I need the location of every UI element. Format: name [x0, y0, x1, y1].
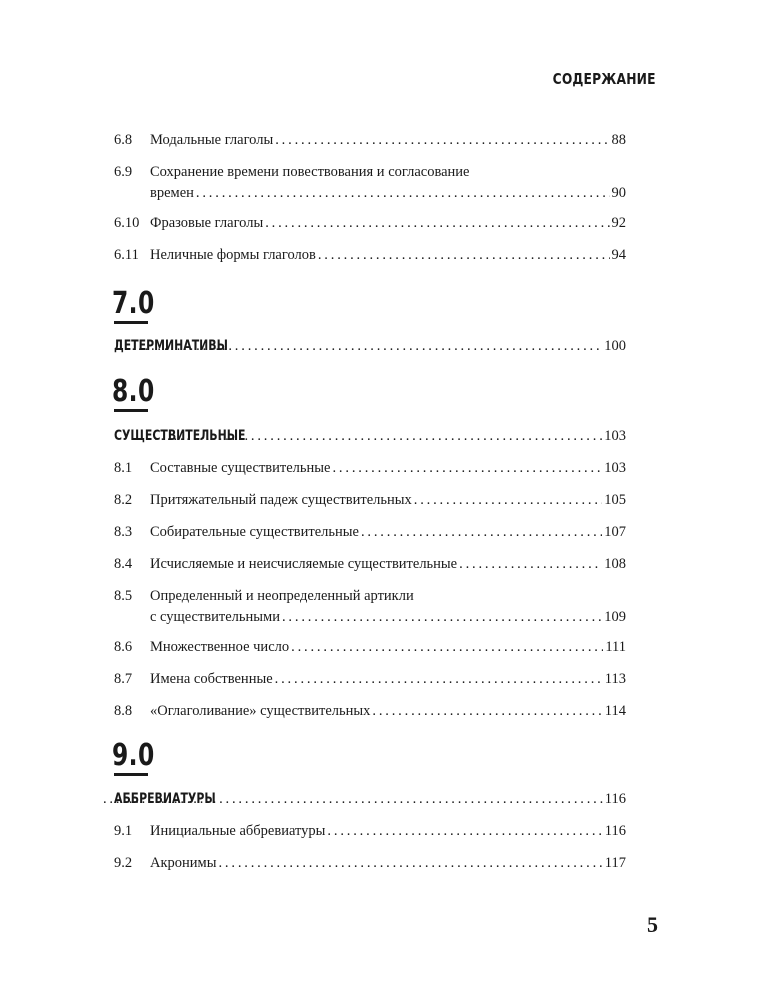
entry-number: 8.8: [114, 703, 133, 719]
entry-title: Акронимы: [150, 855, 217, 871]
leader-dots: [275, 670, 603, 689]
leader-dots: [372, 702, 602, 721]
leader-dots: [275, 131, 609, 150]
section-page: 103: [604, 428, 626, 444]
toc-entry-8-5[interactable]: [114, 587, 626, 627]
leader-dots: [459, 555, 602, 574]
toc-entry-8-1[interactable]: [114, 459, 626, 478]
entry-page: 108: [604, 556, 626, 572]
entry-title: Модальные глаголы: [150, 132, 274, 148]
toc-entry-9-1[interactable]: [114, 822, 626, 841]
entry-number: 8.5: [114, 588, 133, 604]
entry-page: 117: [604, 855, 626, 871]
section-page: 100: [604, 338, 626, 354]
section-page: 116: [604, 791, 626, 807]
entry-number: 8.3: [114, 524, 133, 540]
leader-dots: [318, 246, 610, 265]
toc-entry-6-8[interactable]: [114, 131, 626, 150]
entry-number: 6.10: [114, 215, 140, 231]
leader-dots: [327, 822, 602, 841]
leader-dots: [218, 854, 602, 873]
entry-page: 94: [611, 247, 626, 263]
section-nouns[interactable]: [114, 427, 626, 446]
toc-entry-8-2[interactable]: [114, 491, 626, 510]
running-header: СОДЕРЖАНИЕ: [552, 70, 656, 88]
leader-dots: [414, 491, 603, 510]
entry-page: 105: [604, 492, 626, 508]
entry-number: 8.6: [114, 639, 133, 655]
leader-dots: [361, 523, 602, 542]
entry-page: 114: [604, 703, 626, 719]
toc-entry-8-7[interactable]: [114, 670, 626, 689]
page-number: 5: [647, 912, 658, 937]
entry-title: Сохранение времени повествования и согласование: [150, 164, 470, 180]
toc-entry-8-6[interactable]: [114, 638, 626, 657]
toc-entry-8-3[interactable]: [114, 523, 626, 542]
entry-number: 9.2: [114, 855, 133, 871]
entry-title: Неличные формы глаголов: [150, 247, 316, 263]
entry-number: 6.9: [114, 164, 133, 180]
chapter-number-9: 9.0: [112, 738, 155, 773]
toc-entry-6-11[interactable]: [114, 246, 626, 265]
chapter-number-7: 7.0: [112, 286, 155, 321]
chapter-number-8: 8.0: [112, 374, 155, 409]
section-abbreviations[interactable]: [114, 790, 626, 809]
entry-page: 90: [611, 185, 626, 201]
leader-dots: [282, 608, 602, 627]
entry-number: 9.1: [114, 823, 133, 839]
leader-dots: [196, 184, 610, 203]
entry-page: 116: [604, 823, 626, 839]
entry-page: 111: [605, 639, 626, 655]
entry-page: 107: [604, 524, 626, 540]
entry-title-cont: времен: [150, 185, 194, 201]
toc-entry-9-2[interactable]: [114, 854, 626, 873]
entry-title: Притяжательный падеж существительных: [150, 492, 412, 508]
leader-dots: [291, 638, 603, 657]
entry-title-cont: с существительными: [150, 609, 280, 625]
entry-page: 113: [604, 671, 626, 687]
section-title: ДЕТЕРМИНАТИВЫ: [114, 338, 228, 354]
section-title: СУЩЕСТВИТЕЛЬНЫЕ: [114, 428, 246, 444]
entry-number: 8.1: [114, 460, 133, 476]
entry-title: «Оглаголивание» существительных: [150, 703, 371, 719]
entry-title: Составные существительные: [150, 460, 331, 476]
toc-entry-8-8[interactable]: [114, 702, 626, 721]
entry-page: 92: [611, 215, 626, 231]
chapter-underline: [114, 321, 148, 324]
entry-number: 6.8: [114, 132, 133, 148]
entry-page: 103: [604, 460, 626, 476]
entry-title: Имена собственные: [150, 671, 273, 687]
entry-title: Множественное число: [150, 639, 290, 655]
entry-number: 8.4: [114, 556, 133, 572]
leader-dots: [265, 214, 609, 233]
entry-title: Исчисляемые и неисчисляемые существительные: [150, 556, 458, 572]
chapter-underline: [114, 409, 148, 412]
entry-page: 88: [611, 132, 626, 148]
section-title: АББРЕВИАТУРЫ: [114, 791, 216, 807]
entry-number: 6.11: [114, 247, 139, 263]
leader-dots: [332, 459, 602, 478]
entry-title: Собирательные существительные: [150, 524, 359, 540]
entry-title: Фразовые глаголы: [150, 215, 264, 231]
chapter-underline: [114, 773, 148, 776]
section-determinatives[interactable]: [114, 337, 626, 356]
entry-title: Определенный и неопределенный артикли: [150, 588, 414, 604]
toc-entry-8-4[interactable]: [114, 555, 626, 574]
toc-entry-6-10[interactable]: [114, 214, 626, 233]
entry-number: 8.2: [114, 492, 133, 508]
toc-entry-6-9[interactable]: [114, 163, 626, 203]
entry-title: Инициальные аббревиатуры: [150, 823, 326, 839]
entry-page: 109: [604, 609, 626, 625]
entry-number: 8.7: [114, 671, 133, 687]
